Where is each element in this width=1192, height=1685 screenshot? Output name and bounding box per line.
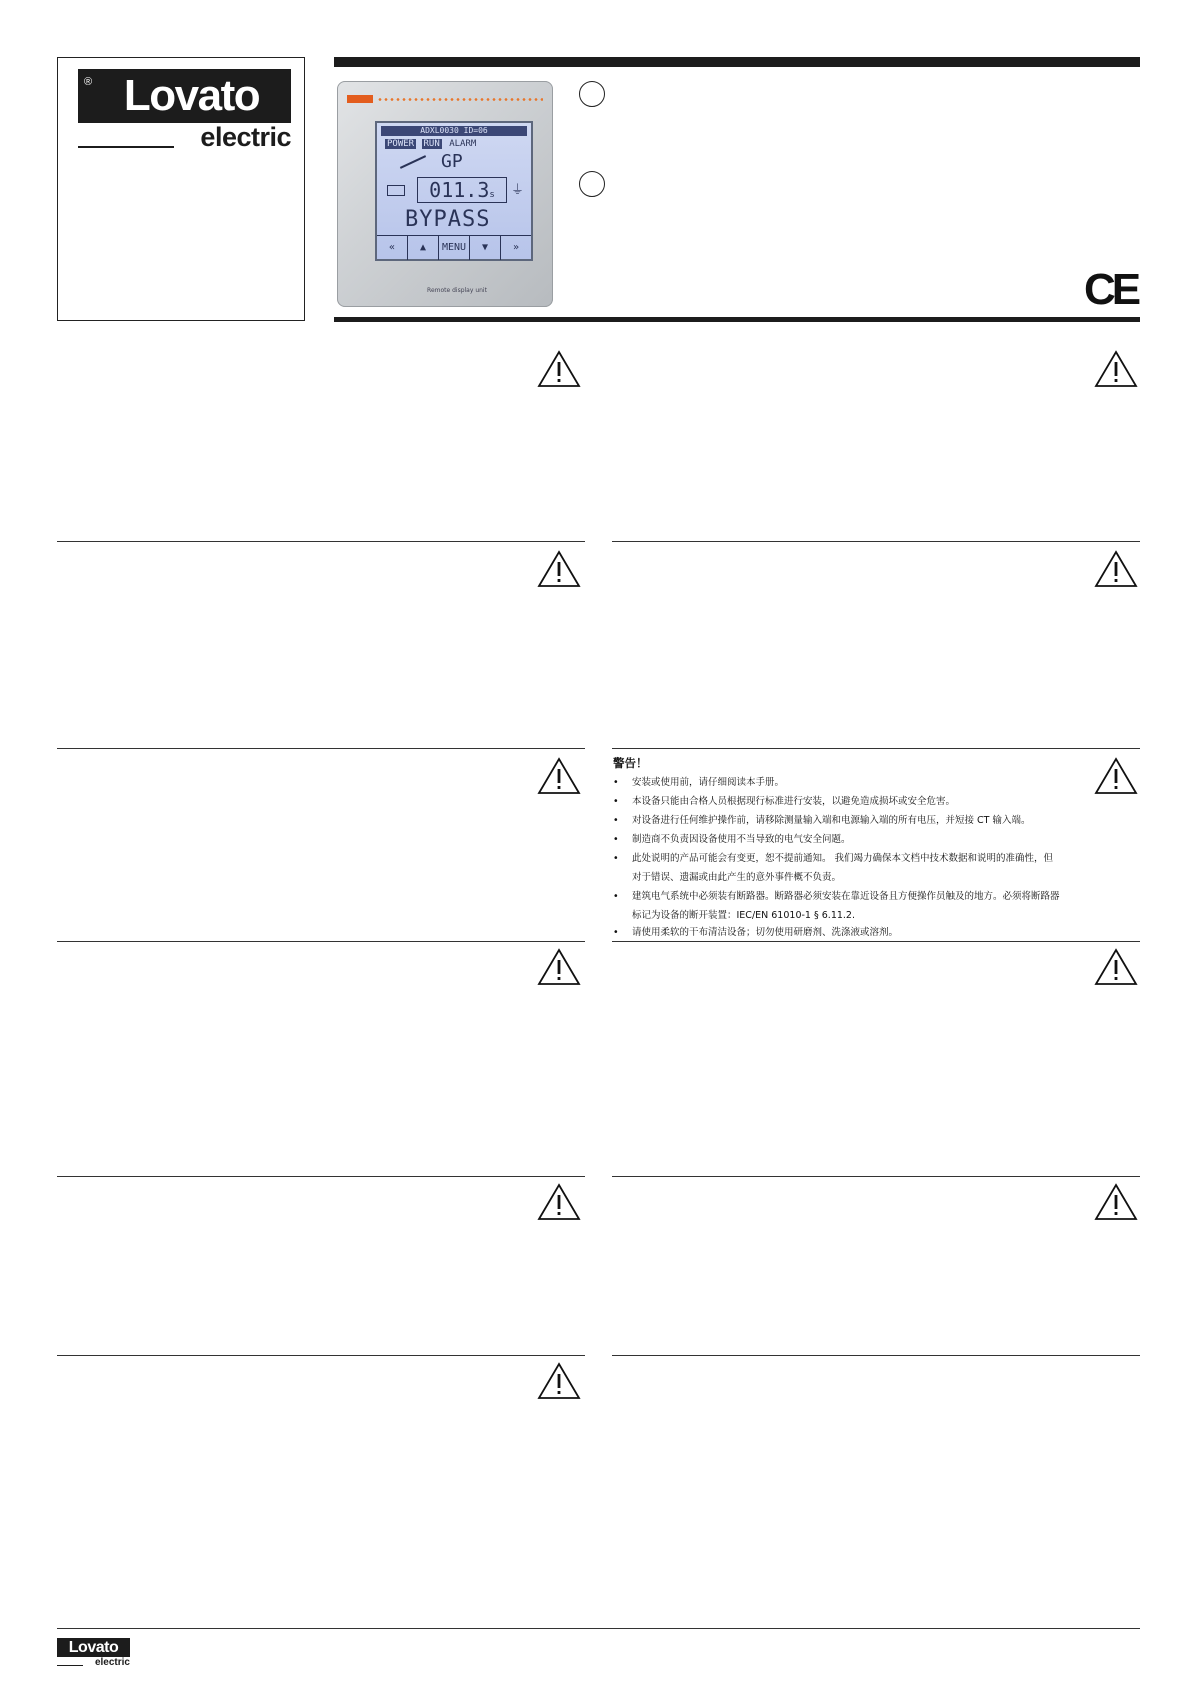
section-rule <box>57 1355 585 1356</box>
lcd-value-box <box>417 177 507 203</box>
lcd-key-menu: MENU <box>439 236 470 260</box>
warning-item-text: 对于错误、遗漏或由此产生的意外事件概不负责。 <box>632 872 842 883</box>
warning-triangle-icon <box>1094 550 1138 588</box>
lcd-key-up: ▲ <box>408 236 439 260</box>
footer-brand-name: Lovato <box>57 1638 130 1657</box>
header-bottom-rule <box>334 317 1140 322</box>
lcd-value: 011.3 <box>429 178 490 202</box>
section-rule <box>612 941 1140 942</box>
lcd-generator-icon: ⏚ <box>511 183 525 198</box>
warning-triangle-icon <box>1094 350 1138 388</box>
logo-box <box>57 57 305 321</box>
warning-triangle-icon <box>1094 757 1138 795</box>
section-rule <box>57 1176 585 1177</box>
bullet: • <box>613 927 619 938</box>
lcd-key-next: » <box>512 242 520 253</box>
lcd-softkeys <box>377 235 531 260</box>
section-rule <box>57 941 585 942</box>
warning-title-zh: 警告！ <box>613 756 648 770</box>
section-rule <box>612 541 1140 542</box>
warning-triangle-icon <box>537 948 581 986</box>
header-top-rule <box>334 57 1140 67</box>
footer-logo-underline <box>57 1665 83 1666</box>
lcd-title-bar: ADXL0030 ID=06 <box>381 126 527 136</box>
section-rule <box>612 748 1140 749</box>
warning-item-text: 安装或使用前，请仔细阅读本手册。 <box>632 777 785 788</box>
section-rule <box>57 541 585 542</box>
warning-item-text: 建筑电气系统中必须装有断路器。断路器必须安装在靠近设备且方便操作员触及的地方。必须将断路器 <box>632 891 1060 902</box>
lcd-value-unit: s <box>489 190 495 200</box>
warning-triangle-icon <box>537 1362 581 1400</box>
bullet: • <box>613 815 619 826</box>
registered-mark: ® <box>84 76 93 88</box>
section-rule <box>612 1176 1140 1177</box>
lcd-status: BYPASS <box>405 207 491 232</box>
device-photo <box>337 81 553 307</box>
brand-sub: electric <box>200 122 291 152</box>
device-foot-label: Remote display unit <box>427 287 487 294</box>
warning-triangle-icon <box>1094 948 1138 986</box>
lcd-line-icon <box>400 155 426 169</box>
footer-logo <box>57 1638 130 1668</box>
section-rule <box>57 748 585 749</box>
lcd-mode: GP <box>441 151 463 172</box>
bullet: • <box>613 777 619 788</box>
bullet: • <box>613 853 619 864</box>
lcd-tab-run: RUN <box>423 139 440 149</box>
lcd-battery-icon <box>387 185 405 196</box>
warning-triangle-icon <box>537 757 581 795</box>
device-led-dots <box>377 98 543 101</box>
bullet: • <box>613 796 619 807</box>
language-circle-2 <box>579 171 605 197</box>
device-brand-badge <box>347 95 373 103</box>
section-rule <box>612 1355 1140 1356</box>
lcd-tab-alarm: ALARM <box>449 139 477 149</box>
lcd-key-prev: « <box>377 236 408 260</box>
lcd-tabs <box>385 139 478 150</box>
brand-name: Lovato <box>123 71 260 120</box>
warning-item-text: 对设备进行任何维护操作前，请移除测量输入端和电源输入端的所有电压，并短接 CT 输入端。 <box>632 815 1031 826</box>
warning-item-text: 请使用柔软的干布清洁设备；切勿使用研磨剂、洗涤液或溶剂。 <box>632 927 899 938</box>
warning-item-text: 制造商不负责因设备使用不当导致的电气安全问题。 <box>632 834 851 845</box>
warning-triangle-icon <box>1094 1183 1138 1221</box>
warning-item-text: 标记为设备的断开装置：IEC/EN 61010-1 § 6.11.2. <box>632 910 855 921</box>
bullet: • <box>613 834 619 845</box>
device-lcd <box>375 121 533 261</box>
warning-item-text: 本设备只能由合格人员根据现行标准进行安装，以避免造成损坏或安全危害。 <box>632 796 956 807</box>
lcd-key-down: ▼ <box>470 236 501 260</box>
footer-brand-sub: electric <box>94 1657 130 1668</box>
lcd-tab-power: POWER <box>387 139 415 149</box>
warning-triangle-icon <box>537 350 581 388</box>
warning-triangle-icon <box>537 1183 581 1221</box>
language-circle-1 <box>579 81 605 107</box>
warning-item-text: 此处说明的产品可能会有变更，恕不提前通知。 我们竭力确保本文档中技术数据和说明的准确性，但 <box>632 853 1054 864</box>
bullet: • <box>613 891 619 902</box>
footer-rule <box>57 1628 1140 1629</box>
ce-mark: CE <box>1084 265 1138 314</box>
brand-logo <box>78 69 291 123</box>
warning-triangle-icon <box>537 550 581 588</box>
